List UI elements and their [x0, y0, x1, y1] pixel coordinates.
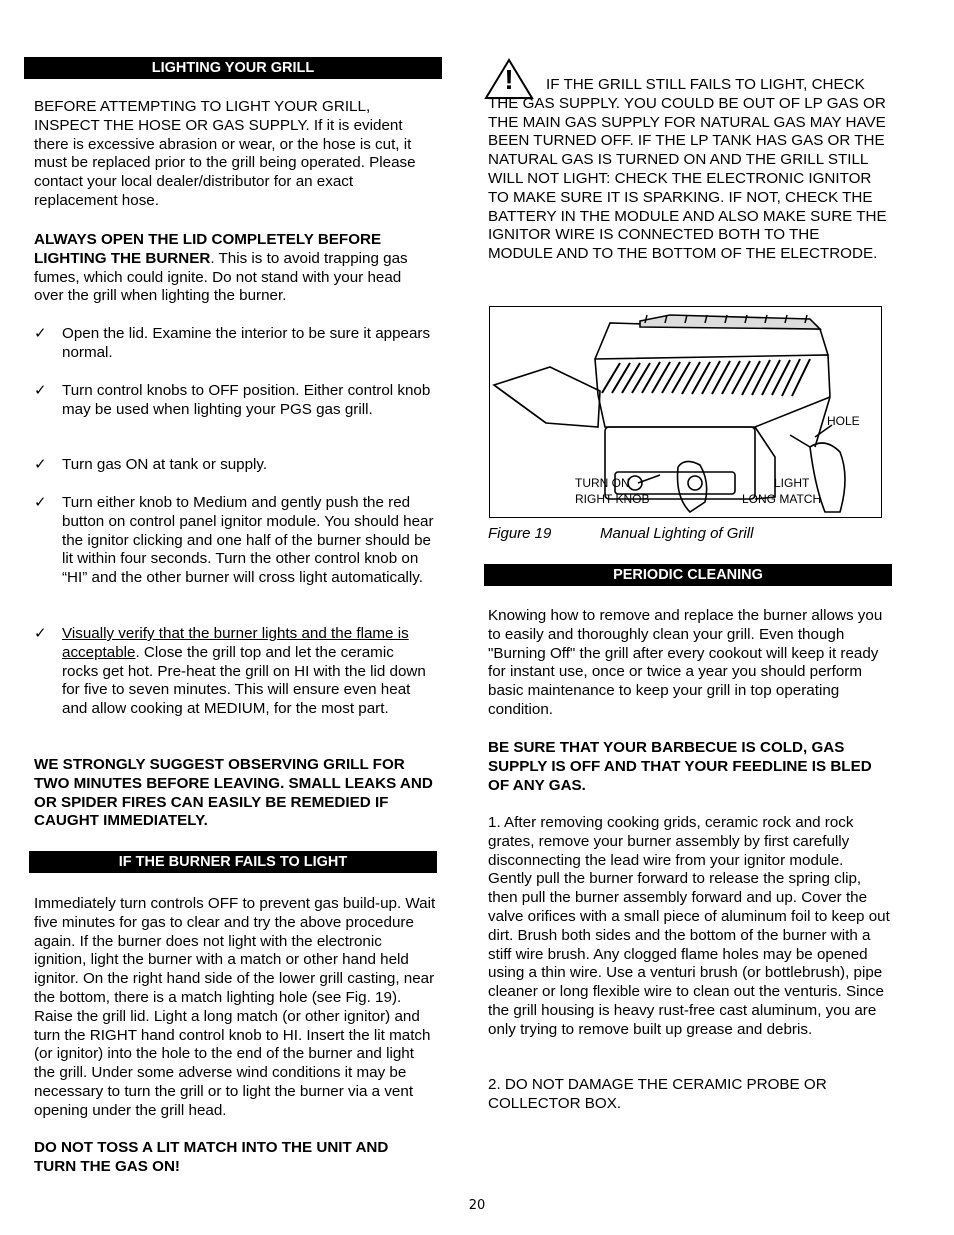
cleaning-item-1: 1. After removing cooking grids, ceramic rock and rock grates, remove your burner assembly by first carefully disconnecting the lead wire from your ignitor module. Gently pull the burner forward to release the spring clip, then pull the burner assembly forward and up. Cover the valve orifices with a small piece of aluminum foil to keep out dirt. Brush both sides and the bottom of the burner with a stiff wire brush. Any clogged flame holes may be opened using a thin wire. Use a venturi brush (or bottlebrush), pipe cleaner or long flexible wire to clean out the venturis. Since the grill housing is heavy rust-free cast aluminum, you are only trying to remove built up grease and debris. [488, 814, 890, 1038]
page-number: 20 [468, 1198, 486, 1213]
label-hole: HOLE [827, 414, 860, 428]
gas-warning-paragraph: IF THE GRILL STILL FAILS TO LIGHT, CHECK THE GAS SUPPLY. YOU COULD BE OUT OF LP GAS OR THE MAIN GAS SUPPLY FOR NATURAL GAS MAY HAVE BEEN TURNED OFF. IF THE LP TANK HAS GAS OR THE NATURAL GAS IS TURNED ON AND THE GRILL STILL WILL NOT LIGHT: CHECK THE ELECTRONIC IGNITOR TO MAKE SURE IT IS SPARKING. IF NOT, CHECK THE BATTERY IN THE MODULE AND ALSO MAKE SURE THE IGNITOR WIRE IS CONNECTED BOTH TO THE MODULE AND TO THE BOTTOM OF THE ELECTRODE. [488, 76, 887, 263]
checkmark-icon: ✓ [34, 325, 47, 342]
lid-paragraph [34, 231, 434, 306]
checkmark-icon: ✓ [34, 494, 47, 511]
intro-paragraph: BEFORE ATTEMPTING TO LIGHT YOUR GRILL, INSPECT THE HOSE OR GAS SUPPLY. If it is evident there is excessive abrasion or wear, or the hose is cut, it must be replaced prior to the grill being operated. Please contact your local dealer/distributor for an exact replacement hose. [34, 98, 416, 209]
cold-warning: BE SURE THAT YOUR BARBECUE IS COLD, GAS SUPPLY IS OFF AND THAT YOUR FEEDLINE IS BLED OF ANY GAS. [488, 739, 872, 794]
step-text [62, 625, 434, 719]
figure-caption-text: Manual Lighting of Grill [600, 525, 754, 542]
checkmark-icon: ✓ [34, 456, 47, 473]
step-text: Turn control knobs to OFF position. Either control knob may be used when lighting your PGS gas grill. [62, 382, 431, 418]
toss-match-warning: DO NOT TOSS A LIT MATCH INTO THE UNIT AND TURN THE GAS ON! [34, 1139, 389, 1175]
cleaning-item-2: 2. DO NOT DAMAGE THE CERAMIC PROBE OR COLLECTOR BOX. [488, 1076, 827, 1112]
grill-illustration [490, 307, 882, 518]
section-header-cleaning: PERIODIC CLEANING [484, 564, 892, 586]
section-header-fails: IF THE BURNER FAILS TO LIGHT [29, 851, 437, 873]
label-right-knob: RIGHT KNOB [575, 492, 650, 506]
figure-caption-number: Figure 19 [488, 525, 552, 542]
cleaning-intro-paragraph: Knowing how to remove and replace the burner allows you to easily and thoroughly clean your grill. Even though "Burning Off" the grill after every cookout will keep it ready for instant use, once or twice a year you should perform basic maintenance to keep your grill in top operating condition. [488, 607, 883, 718]
step-text: Turn gas ON at tank or supply. [62, 456, 268, 473]
step-text: Turn either knob to Medium and gently push the red button on control panel ignitor module. You should hear the ignitor clicking and one half of the burner should be lit within four seconds. Turn the other control knob on “HI” and the other burner will cross light automatically. [62, 494, 434, 587]
lid-warning-rest: . This is to avoid trapping gas fumes, which could ignite. Do not stand with your head over the grill when lighting the burner. [34, 249, 408, 305]
lid-warning-bold: ALWAYS OPEN THE LID COMPLETELY BEFORE LIGHTING THE BURNER [34, 231, 382, 267]
step-text: Open the lid. Examine the interior to be sure it appears normal. [62, 325, 431, 361]
step-rest-text: . Close the grill top and let the ceramic rocks get hot. Pre-heat the grill on HI with the lid down for five to seven minutes. This will ensure even heat and allow cooking at MEDIUM, for the most part. [62, 643, 426, 718]
figure-19-box [489, 306, 882, 518]
section-header-lighting: LIGHTING YOUR GRILL [24, 57, 442, 79]
warning-glyph: ! [504, 64, 514, 95]
fails-paragraph: Immediately turn controls OFF to prevent gas build-up. Wait five minutes for gas to clear and try the above procedure again. If the burner does not light with the electronic ignition, light the burner with a match or other hand held ignitor. On the right hand side of the lower grill casting, near the bottom, there is a match lighting hole (see Fig. 19). Raise the grill lid. Light a long match (or other ignitor) and turn the RIGHT hand control knob to HI. Insert the lit match (or ignitor) into the hole to the end of the burner and light the grill. Under some adverse wind conditions it may be necessary to turn the grill or to light the burner via a vent opening under the grill head. [34, 895, 436, 1119]
label-long-match: LONG MATCH [742, 492, 822, 506]
label-light: LIGHT [774, 476, 810, 490]
checkmark-icon: ✓ [34, 625, 47, 642]
suggest-warning: WE STRONGLY SUGGEST OBSERVING GRILL FOR TWO MINUTES BEFORE LEAVING. SMALL LEAKS AND OR SPIDER FIRES CAN EASILY BE REMEDIED IF CAUGHT IMMEDIATELY. [34, 756, 433, 830]
step-underlined-text: Visually verify that the burner lights and the flame is acceptable [62, 625, 409, 661]
label-turn-on: TURN ON [575, 476, 630, 490]
checkmark-icon: ✓ [34, 382, 47, 399]
